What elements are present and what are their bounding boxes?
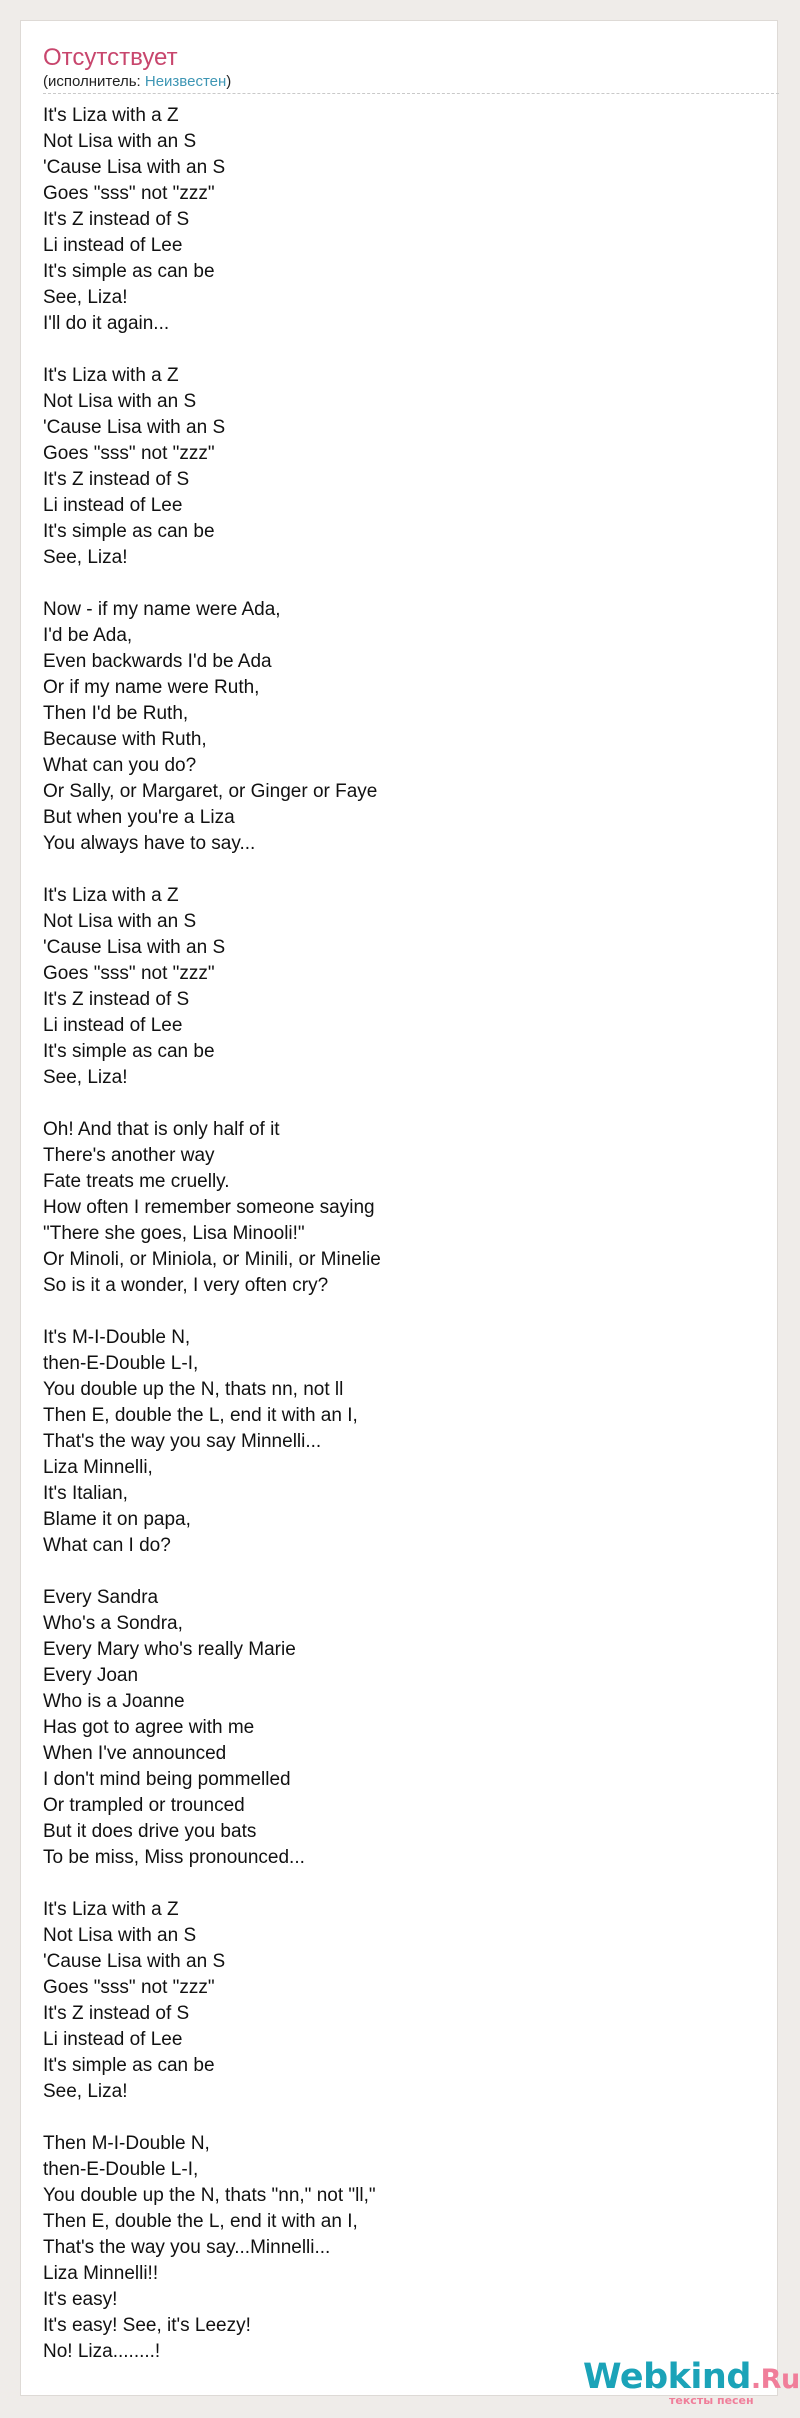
artist-prefix: (исполнитель:: [43, 73, 145, 90]
webkind-logo[interactable]: [583, 2357, 800, 2412]
logo-main-text: Webkind: [583, 2357, 751, 2397]
logo-wordmark: [583, 2358, 800, 2399]
artist-suffix: ): [226, 73, 232, 90]
header-divider: [43, 93, 779, 94]
logo-domain: .Ru: [750, 2364, 800, 2395]
song-title: Отсутствует: [43, 44, 178, 71]
lyrics-text: It's Liza with a Z Not Lisa with an S 'Cause Lisa with an S Goes "sss" not "zzz" It's Z instead of S Li instead of Lee It's simple as can be See, Liza! I'll do it again... It's Liza with a Z Not Lisa with an S 'Cause Lisa with an S Goes "sss" not "zzz" It's Z instead of S Li instead of Lee It's simple as can be See, Liza! Now - if my name were Ada, I'd be Ada, Even backwards I'd be Ada Or if my name were Ruth, Then I'd be Ruth, Because with Ruth, What can you do? Or Sally, or Margaret, or Ginger or Faye But when you're a Liza You always have to say... It's Liza with a Z Not Lisa with an S 'Cause Lisa with an S Goes "sss" not "zzz" It's Z instead of S Li instead of Lee It's simple as can be See, Liza! Oh! And that is only half of it There's another way Fate treats me cruelly. How often I remember someone saying "There she goes, Lisa Minooli!" Or Minoli, or Miniola, or Minili, or Minelie So is it a wonder, I very often cry? It's M-I-Double N, then-E-Double L-I, You double up the N, thats nn, not ll Then E, double the L, end it with an I, That's the way you say Minnelli... Liza Minnelli, It's Italian, Blame it on papa, What can I do? Every Sandra Who's a Sondra, Every Mary who's really Marie Every Joan Who is a Joanne Has got to agree with me When I've announced I don't mind being pommelled Or trampled or trounced But it does drive you bats To be miss, Miss pronounced... It's Liza with a Z Not Lisa with an S 'Cause Lisa with an S Goes "sss" not "zzz" It's Z instead of S Li instead of Lee It's simple as can be See, Liza! Then M-I-Double N, then-E-Double L-I, You double up the N, thats "nn," not "ll," Then E, double the L, end it with an I, That's the way you say...Minnelli... Liza Minnelli!! It's easy! It's easy! See, it's Leezy! No! Liza........!: [43, 105, 381, 2362]
artist-link[interactable]: Неизвестен: [144, 73, 227, 90]
lyrics-card: [20, 20, 800, 2407]
logo-tagline: тексты песен: [669, 2394, 754, 2407]
artist-line: [43, 72, 231, 92]
